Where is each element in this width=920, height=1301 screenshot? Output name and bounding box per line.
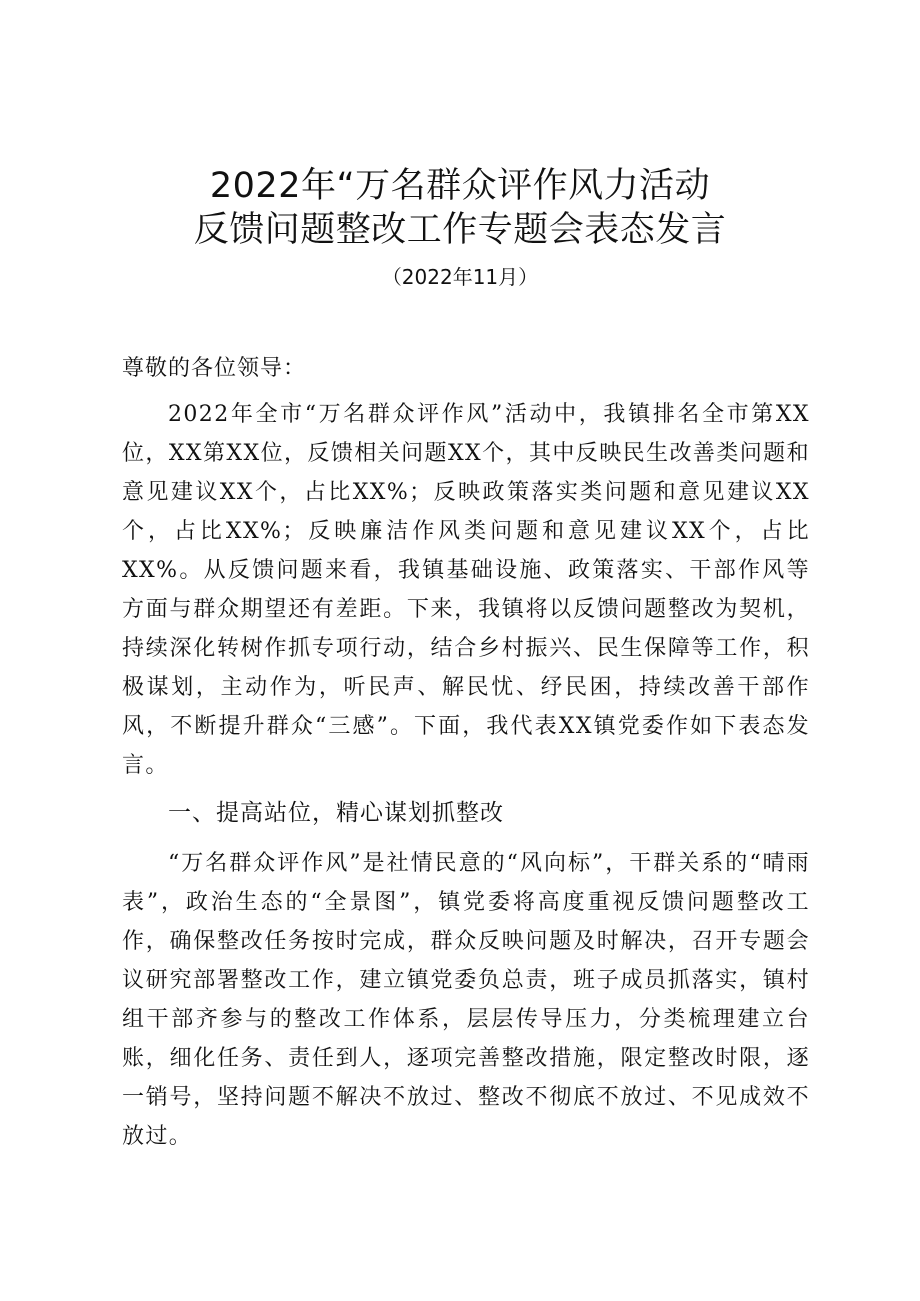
document-title-line-2: 反馈问题整改工作专题会表态发言 (193, 210, 727, 250)
paragraph-intro: 2022年全市“万名群众评作风”活动中，我镇排名全市第XX位，XX第XX位，反馈相关问题XX个，其中反映民生改善类问题和意见建议XX个，占比XX%；反映政策落实类问题和意见建议XX个，占比XX%；反映廉洁作风类问题和意见建议XX个，占比XX%。从反馈问题来看，我镇基础设施、政策落实、干部作风等方面与群众期望还有差距。下来，我镇将以反馈问题整改为契机，持续深化转树作抓专项行动，结合乡村振兴、民生保障等工作，积极谋划，主动作为，听民声、解民忧、纾民困，持续改善干部作风，不断提升群众“三感”。下面，我代表XX镇党委作如下表态发言。 (122, 402, 810, 778)
salutation: 尊敬的各位领导： (122, 356, 307, 381)
section-heading-1: 一、提高站位，精心谋划抓整改 (168, 800, 504, 826)
document-title-line-1: 2022年“万名群众评作风力活动 (209, 166, 711, 206)
document-date: （2022年11月） (381, 265, 539, 289)
paragraph-section-1: “万名群众评作风”是社情民意的“风向标”，干群关系的“晴雨表”，政治生态的“全景图”，镇党委将高度重视反馈问题整改工作，确保整改任务按时完成，群众反映问题及时解决，召开专题会议研究部署整改工作，建立镇党委负总责，班子成员抓落实，镇村组干部齐参与的整改工作体系，层层传导压力，分类梳理建立台账，细化任务、责任到人，逐项完善整改措施，限定整改时限，逐一销号，坚持问题不解决不放过、整改不彻底不放过、不见成效不放过。 (122, 851, 810, 1149)
